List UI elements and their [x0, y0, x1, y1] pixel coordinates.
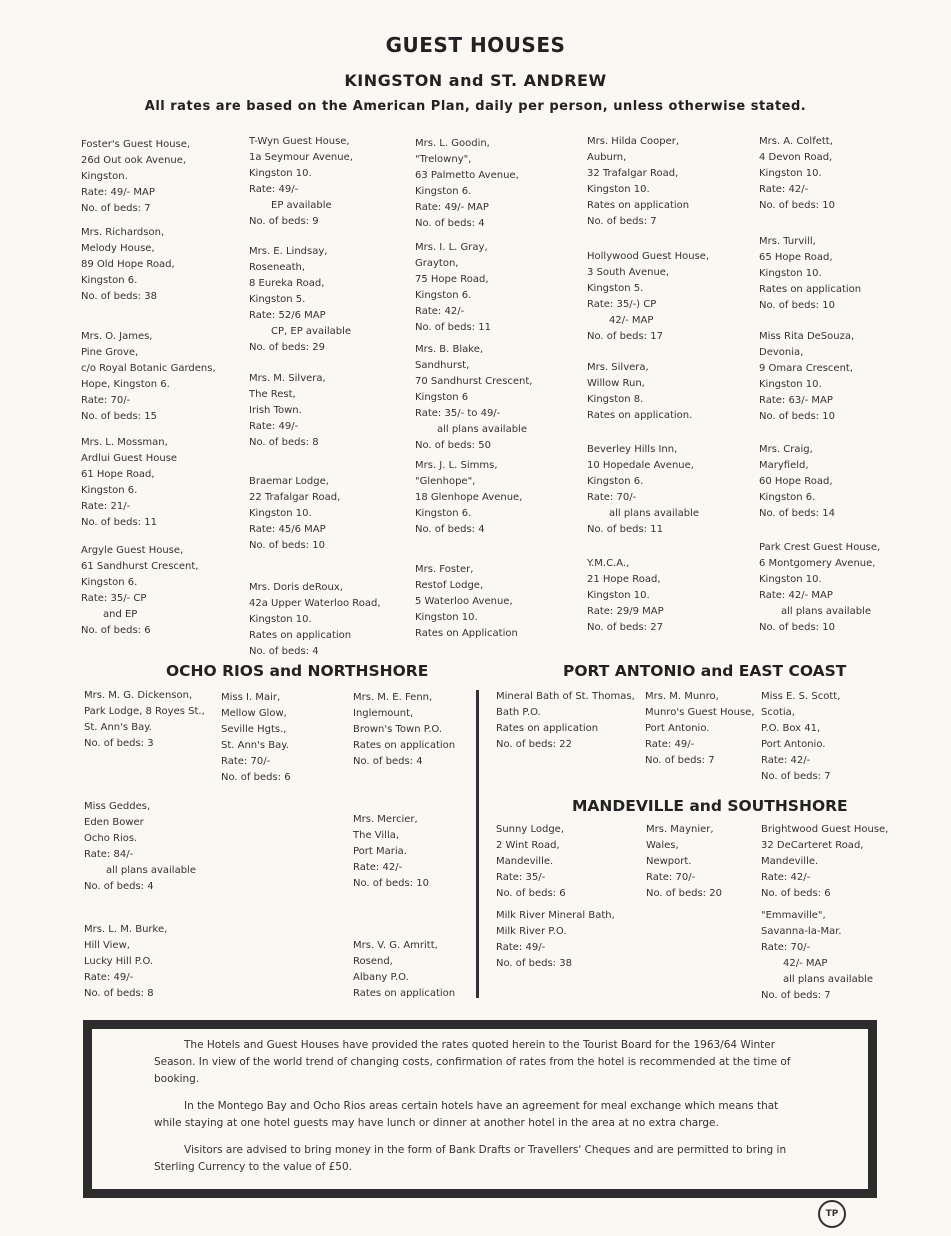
listing-line: Rate: 63/- MAP — [759, 395, 833, 406]
listing-entry — [496, 689, 635, 753]
listing-line: Rate: 49/- MAP — [81, 187, 155, 198]
listing-line: "Glenhope", — [415, 476, 476, 487]
listing-line: No. of beds: 17 — [587, 331, 663, 342]
listing-line: No. of beds: 20 — [646, 888, 722, 899]
listing-line: Rate: 42/- — [353, 862, 403, 873]
listing-line: Mrs. O. James, — [81, 331, 153, 342]
listing-line: Rate: 49/- — [496, 942, 546, 953]
listing-line: St. Ann's Bay. — [221, 740, 289, 751]
listing-line: Kingston 10. — [249, 168, 312, 179]
region-heading-port-antonio: PORT ANTONIO and EAST COAST — [563, 662, 847, 680]
listing-line: No. of beds: 15 — [81, 411, 157, 422]
listing-line: No. of beds: 10 — [759, 300, 835, 311]
listing-entry — [81, 225, 175, 305]
listing-line: Rate: 70/- — [81, 395, 131, 406]
listing-line: Argyle Guest House, — [81, 545, 184, 556]
listing-line: No. of beds: 29 — [249, 342, 325, 353]
listing-line: No. of beds: 14 — [759, 508, 835, 519]
listing-line: Rate: 70/- — [221, 756, 271, 767]
listing-line: Newport. — [646, 856, 692, 867]
listing-line: Kingston. — [81, 171, 128, 182]
listing-line: Rates on application — [249, 630, 352, 641]
listing-line: Hope, Kingston 6. — [81, 379, 170, 390]
listing-line: Rate: 42/- — [761, 755, 811, 766]
listing-line: Maryfield, — [759, 460, 809, 471]
listing-line: No. of beds: 27 — [587, 622, 663, 633]
listing-line: 4 Devon Road, — [759, 152, 833, 163]
publisher-logo: TP — [818, 1200, 846, 1228]
listing-line: 75 Hope Road, — [415, 274, 489, 285]
listing-line: Rate: 45/6 MAP — [249, 524, 326, 535]
listing-line: No. of beds: 8 — [249, 437, 319, 448]
listing-line: Kingston 6. — [759, 492, 816, 503]
listing-line: The Rest, — [249, 389, 296, 400]
listing-line: Rate: 70/- — [587, 492, 637, 503]
region-title-kingston: KINGSTON and ST. ANDREW — [344, 71, 607, 90]
listing-line: 70 Sandhurst Crescent, — [415, 376, 533, 387]
listing-entry — [353, 938, 455, 1002]
listing-line: Park Crest Guest House, — [759, 542, 881, 553]
listing-line: No. of beds: 22 — [496, 739, 572, 750]
listing-line: The Villa, — [353, 830, 400, 841]
listing-line: Rate: 35/- to 49/- — [415, 408, 501, 419]
listing-line: Rate: 52/6 MAP — [249, 310, 326, 321]
listing-line: Sandhurst, — [415, 360, 470, 371]
listing-line: 2 Wint Road, — [496, 840, 560, 851]
listing-line: No. of beds: 10 — [353, 878, 429, 889]
listing-line: Braemar Lodge, — [249, 476, 329, 487]
listing-line: Rate: 49/- — [84, 972, 134, 983]
listing-line: Rates on application — [353, 988, 456, 999]
listing-line: No. of beds: 6 — [761, 888, 831, 899]
listing-entry — [587, 556, 664, 636]
listing-line: Mrs. B. Blake, — [415, 344, 484, 355]
listing-line: 1a Seymour Avenue, — [249, 152, 353, 163]
listing-line: Hollywood Guest House, — [587, 251, 710, 262]
listing-line: Rates on application — [587, 200, 690, 211]
listing-line: Rate: 49/- — [249, 184, 299, 195]
listing-line: Ocho Rios. — [84, 833, 138, 844]
listing-line: Grayton, — [415, 258, 459, 269]
listing-entry — [249, 580, 381, 660]
listing-line: No. of beds: 7 — [645, 755, 715, 766]
listing-line: No. of beds: 4 — [415, 218, 485, 229]
listing-line: EP available — [271, 200, 332, 211]
listing-line: T-Wyn Guest House, — [249, 136, 350, 147]
listing-entry — [81, 543, 199, 639]
listing-line: No. of beds: 4 — [415, 524, 485, 535]
listing-line: Kingston 10. — [249, 614, 312, 625]
listing-line: 5 Waterloo Avenue, — [415, 596, 513, 607]
listing-line: Inglemount, — [353, 708, 414, 719]
listing-line: Kingston 6. — [81, 485, 138, 496]
listing-line: Kingston 10. — [587, 590, 650, 601]
listing-line: No. of beds: 50 — [415, 440, 491, 451]
listing-line: Kingston 10. — [759, 574, 822, 585]
listing-line: Devonia, — [759, 347, 804, 358]
listing-line: Brightwood Guest House, — [761, 824, 889, 835]
listing-line: Rate: 29/9 MAP — [587, 606, 664, 617]
listing-line: Kingston 10. — [759, 268, 822, 279]
listing-line: Rosend, — [353, 956, 393, 967]
listing-entry — [646, 822, 722, 902]
listing-line: No. of beds: 10 — [759, 200, 835, 211]
listing-line: Rate: 42/- — [415, 306, 465, 317]
listing-line: Savanna-la-Mar. — [761, 926, 842, 937]
listing-line: Mrs. Foster, — [415, 564, 474, 575]
listing-line: Foster's Guest House, — [81, 139, 191, 150]
listing-line: No. of beds: 7 — [761, 771, 831, 782]
listing-entry — [761, 908, 873, 1004]
listing-entry — [249, 134, 353, 230]
listing-line: Pine Grove, — [81, 347, 139, 358]
listing-line: Rates on application — [353, 740, 456, 751]
listing-line: No. of beds: 7 — [587, 216, 657, 227]
listing-line: No. of beds: 4 — [84, 881, 154, 892]
listing-line: Kingston 6. — [415, 290, 472, 301]
listing-line: Kingston 10. — [249, 508, 312, 519]
notice-paragraph-rates: The Hotels and Guest Houses have provided the rates quoted herein to the Tourist Board for the 1963/64 Winter Season. In view of the world trend of changing costs, confirmation of rates from the hotel is recommended at the time of booking. — [154, 1039, 791, 1085]
listing-line: Mrs. E. Lindsay, — [249, 246, 328, 257]
listing-line: 22 Trafalgar Road, — [249, 492, 341, 503]
listing-line: 3 South Avenue, — [587, 267, 670, 278]
listing-line: Rate: 49/- — [249, 421, 299, 432]
listing-line: No. of beds: 11 — [587, 524, 663, 535]
listing-line: Kingston 8. — [587, 394, 644, 405]
listing-line: No. of beds: 8 — [84, 988, 154, 999]
listing-line: Rates on application — [496, 723, 599, 734]
listing-line: Eden Bower — [84, 817, 144, 828]
listing-line: No. of beds: 10 — [759, 622, 835, 633]
listing-line: 26d Out ook Avenue, — [81, 155, 187, 166]
listing-line: Kingston 6. — [81, 577, 138, 588]
listing-line: Miss E. S. Scott, — [761, 691, 841, 702]
listing-line: Rate: 70/- — [646, 872, 696, 883]
listing-line: Rate: 42/- MAP — [759, 590, 833, 601]
listing-line: Mineral Bath of St. Thomas, — [496, 691, 635, 702]
listing-line: Mrs. V. G. Amritt, — [353, 940, 438, 951]
notice-content — [92, 1029, 868, 1189]
listing-line: Mrs. Richardson, — [81, 227, 165, 238]
listing-line: No. of beds: 4 — [353, 756, 423, 767]
listing-line: Mrs. M. E. Fenn, — [353, 692, 433, 703]
listing-entry — [759, 442, 835, 522]
listing-line: "Trelowny", — [415, 154, 472, 165]
listing-line: 18 Glenhope Avenue, — [415, 492, 523, 503]
listing-line: Mrs. Doris deRoux, — [249, 582, 343, 593]
listing-entry — [759, 329, 854, 425]
listing-line: Kingston 6 — [415, 392, 469, 403]
listing-line: 9 Omara Crescent, — [759, 363, 854, 374]
listing-line: Port Antonio. — [645, 723, 710, 734]
listing-line: Milk River P.O. — [496, 926, 567, 937]
listing-line: Wales, — [646, 840, 679, 851]
listing-line: No. of beds: 6 — [81, 625, 151, 636]
listing-line: Mrs. Maynier, — [646, 824, 714, 835]
listing-line: Melody House, — [81, 243, 155, 254]
listing-line: Kingston 5. — [249, 294, 306, 305]
listing-line: Miss I. Mair, — [221, 692, 281, 703]
listing-line: CP, EP available — [271, 326, 352, 337]
listing-line: Rates on application. — [587, 410, 693, 421]
listing-line: Kingston 10. — [415, 612, 478, 623]
listing-line: Milk River Mineral Bath, — [496, 910, 615, 921]
listing-entry — [761, 689, 840, 785]
listing-line: Kingston 10. — [587, 184, 650, 195]
listing-line: 21 Hope Road, — [587, 574, 661, 585]
listing-line: P.O. Box 41, — [761, 723, 821, 734]
listing-line: Mandeville. — [496, 856, 554, 867]
listing-entry — [249, 474, 340, 554]
region-heading-mandeville: MANDEVILLE and SOUTHSHORE — [572, 797, 848, 815]
listing-line: Mrs. Craig, — [759, 444, 813, 455]
listing-line: 42/- MAP — [783, 958, 828, 969]
listing-entry — [587, 134, 689, 230]
notice-box — [83, 1020, 877, 1198]
listing-entry — [249, 371, 326, 451]
listing-line: Mrs. Silvera, — [587, 362, 649, 373]
listing-line: Kingston 10. — [759, 379, 822, 390]
listing-line: Port Antonio. — [761, 739, 826, 750]
listing-line: Irish Town. — [249, 405, 302, 416]
listing-line: Mrs. Hilda Cooper, — [587, 136, 680, 147]
listing-line: Mrs. M. Silvera, — [249, 373, 326, 384]
listing-line: 42a Upper Waterloo Road, — [249, 598, 381, 609]
listing-line: Ardlui Guest House — [81, 453, 178, 464]
listing-entry — [353, 812, 429, 892]
listing-line: Munro's Guest House, — [645, 707, 755, 718]
listing-line: Rate: 70/- — [761, 942, 811, 953]
listing-line: Y.M.C.A., — [587, 558, 630, 569]
listing-line: No. of beds: 38 — [496, 958, 572, 969]
listing-line: 32 Trafalgar Road, — [587, 168, 679, 179]
listing-line: No. of beds: 3 — [84, 738, 154, 749]
listing-line: Mrs. L. Mossman, — [81, 437, 168, 448]
listing-line: Kingston 6. — [415, 186, 472, 197]
listing-line: Roseneath, — [249, 262, 306, 273]
listing-entry — [81, 329, 216, 425]
region-heading-ocho-rios: OCHO RIOS and NORTHSHORE — [166, 662, 429, 680]
listing-line: 63 Palmetto Avenue, — [415, 170, 519, 181]
listing-line: "Emmaville", — [761, 910, 826, 921]
column-divider — [476, 690, 479, 998]
listing-line: Mrs. I. L. Gray, — [415, 242, 488, 253]
listing-entry — [84, 922, 167, 1002]
listing-line: Mrs. A. Colfett, — [759, 136, 833, 147]
listing-entry — [84, 799, 196, 895]
rates-note: All rates are based on the American Plan, daily per person, unless otherwise stated. — [144, 99, 807, 114]
listing-entry — [249, 244, 351, 356]
listing-line: Mrs. L. Goodin, — [415, 138, 490, 149]
listing-line: Park Lodge, 8 Royes St., — [84, 706, 205, 717]
listing-line: Albany P.O. — [353, 972, 409, 983]
listing-line: Rate: 49/- MAP — [415, 202, 489, 213]
listing-entry — [496, 822, 566, 902]
listing-entry — [759, 540, 880, 636]
listing-line: 42/- MAP — [609, 315, 654, 326]
listing-line: Mrs. M. G. Dickenson, — [84, 690, 193, 701]
listing-line: No. of beds: 7 — [761, 990, 831, 1001]
listing-entry — [587, 249, 709, 345]
listing-line: 10 Hopedale Avenue, — [587, 460, 694, 471]
listing-line: 65 Hope Road, — [759, 252, 833, 263]
listing-line: all plans available — [783, 974, 873, 985]
notice-paragraph-meal-exchange: In the Montego Bay and Ocho Rios areas certain hotels have an agreement for meal exchange which means that while staying at one hotel guests may have lunch or dinner at another hotel in the area at no extra charge. — [154, 1100, 779, 1129]
listing-line: Rates on application — [759, 284, 862, 295]
listing-line: Seville Hgts., — [221, 724, 287, 735]
listing-line: Rate: 35/-) CP — [587, 299, 657, 310]
listing-line: Rate: 42/- — [761, 872, 811, 883]
listing-line: Mrs. Mercier, — [353, 814, 418, 825]
listing-line: Restof Lodge, — [415, 580, 484, 591]
listing-line: No. of beds: 10 — [759, 411, 835, 422]
listing-line: Brown's Town P.O. — [353, 724, 443, 735]
listing-line: Sunny Lodge, — [496, 824, 564, 835]
listing-line: Miss Rita DeSouza, — [759, 331, 855, 342]
listing-line: No. of beds: 9 — [249, 216, 319, 227]
listing-entry — [415, 342, 533, 454]
listing-line: Rate: 49/- — [645, 739, 695, 750]
listing-line: 61 Hope Road, — [81, 469, 155, 480]
listing-entry — [81, 137, 190, 217]
listing-line: c/o Royal Botanic Gardens, — [81, 363, 216, 374]
listing-entry — [415, 458, 522, 538]
listing-line: Kingston 6. — [587, 476, 644, 487]
listing-line: Rates on Application — [415, 628, 518, 639]
listing-line: 32 DeCarteret Road, — [761, 840, 864, 851]
listing-line: Beverley Hills Inn, — [587, 444, 678, 455]
listing-line: Mandeville. — [761, 856, 819, 867]
listing-line: Rate: 42/- — [759, 184, 809, 195]
listing-entry — [761, 822, 888, 902]
listing-line: Rate: 21/- — [81, 501, 131, 512]
listing-line: Kingston 5. — [587, 283, 644, 294]
listing-entry — [353, 690, 455, 770]
listing-line: Mrs. Turvill, — [759, 236, 816, 247]
listing-entry — [496, 908, 615, 972]
notice-paragraph-currency: Visitors are advised to bring money in the form of Bank Drafts or Travellers' Cheques and are permitted to bring in Sterling Currency to the value of £50. — [154, 1144, 787, 1173]
listing-line: No. of beds: 7 — [81, 203, 151, 214]
listing-line: all plans available — [609, 508, 699, 519]
listing-line: 6 Montgomery Avenue, — [759, 558, 876, 569]
listing-entry — [587, 360, 692, 424]
listing-entry — [84, 688, 205, 752]
listing-entry — [415, 136, 519, 232]
listing-line: all plans available — [781, 606, 871, 617]
listing-line: No. of beds: 11 — [81, 517, 157, 528]
listing-line: Kingston 6. — [415, 508, 472, 519]
listing-line: No. of beds: 4 — [249, 646, 319, 657]
listing-entry — [221, 690, 291, 786]
listing-line: all plans available — [437, 424, 527, 435]
listing-entry — [415, 562, 518, 642]
listing-line: 8 Eureka Road, — [249, 278, 325, 289]
listing-line: 89 Old Hope Road, — [81, 259, 175, 270]
listing-line: Port Maria. — [353, 846, 407, 857]
listing-line: and EP — [103, 609, 138, 620]
listing-line: Miss Geddes, — [84, 801, 151, 812]
listing-line: all plans available — [106, 865, 196, 876]
listing-line: Mellow Glow, — [221, 708, 287, 719]
listing-line: Mrs. J. L. Simms, — [415, 460, 498, 471]
listing-line: No. of beds: 6 — [496, 888, 566, 899]
listing-line: Hill View, — [84, 940, 130, 951]
listing-line: Auburn, — [587, 152, 627, 163]
listing-entry — [759, 234, 861, 314]
listing-line: Rate: 35/- — [496, 872, 546, 883]
listing-entry — [587, 442, 699, 538]
listing-entry — [415, 240, 491, 336]
listing-line: No. of beds: 11 — [415, 322, 491, 333]
listing-line: St. Ann's Bay. — [84, 722, 152, 733]
listing-line: 61 Sandhurst Crescent, — [81, 561, 199, 572]
listing-line: Bath P.O. — [496, 707, 541, 718]
listing-line: Kingston 10. — [759, 168, 822, 179]
listing-line: Kingston 6. — [81, 275, 138, 286]
listing-entry — [759, 134, 835, 214]
listing-line: Rate: 84/- — [84, 849, 134, 860]
listing-line: Mrs. L. M. Burke, — [84, 924, 168, 935]
listing-line: 60 Hope Road, — [759, 476, 833, 487]
listing-line: No. of beds: 38 — [81, 291, 157, 302]
listing-line: Lucky Hill P.O. — [84, 956, 154, 967]
listing-line: No. of beds: 6 — [221, 772, 291, 783]
listing-entry — [81, 435, 177, 531]
listing-line: Willow Run, — [587, 378, 645, 389]
listing-line: Mrs. M. Munro, — [645, 691, 719, 702]
listing-line: No. of beds: 10 — [249, 540, 325, 551]
listing-entry — [645, 689, 755, 769]
listing-line: Scotia, — [761, 707, 795, 718]
page-title: GUEST HOUSES — [385, 33, 566, 57]
listing-line: Rate: 35/- CP — [81, 593, 147, 604]
